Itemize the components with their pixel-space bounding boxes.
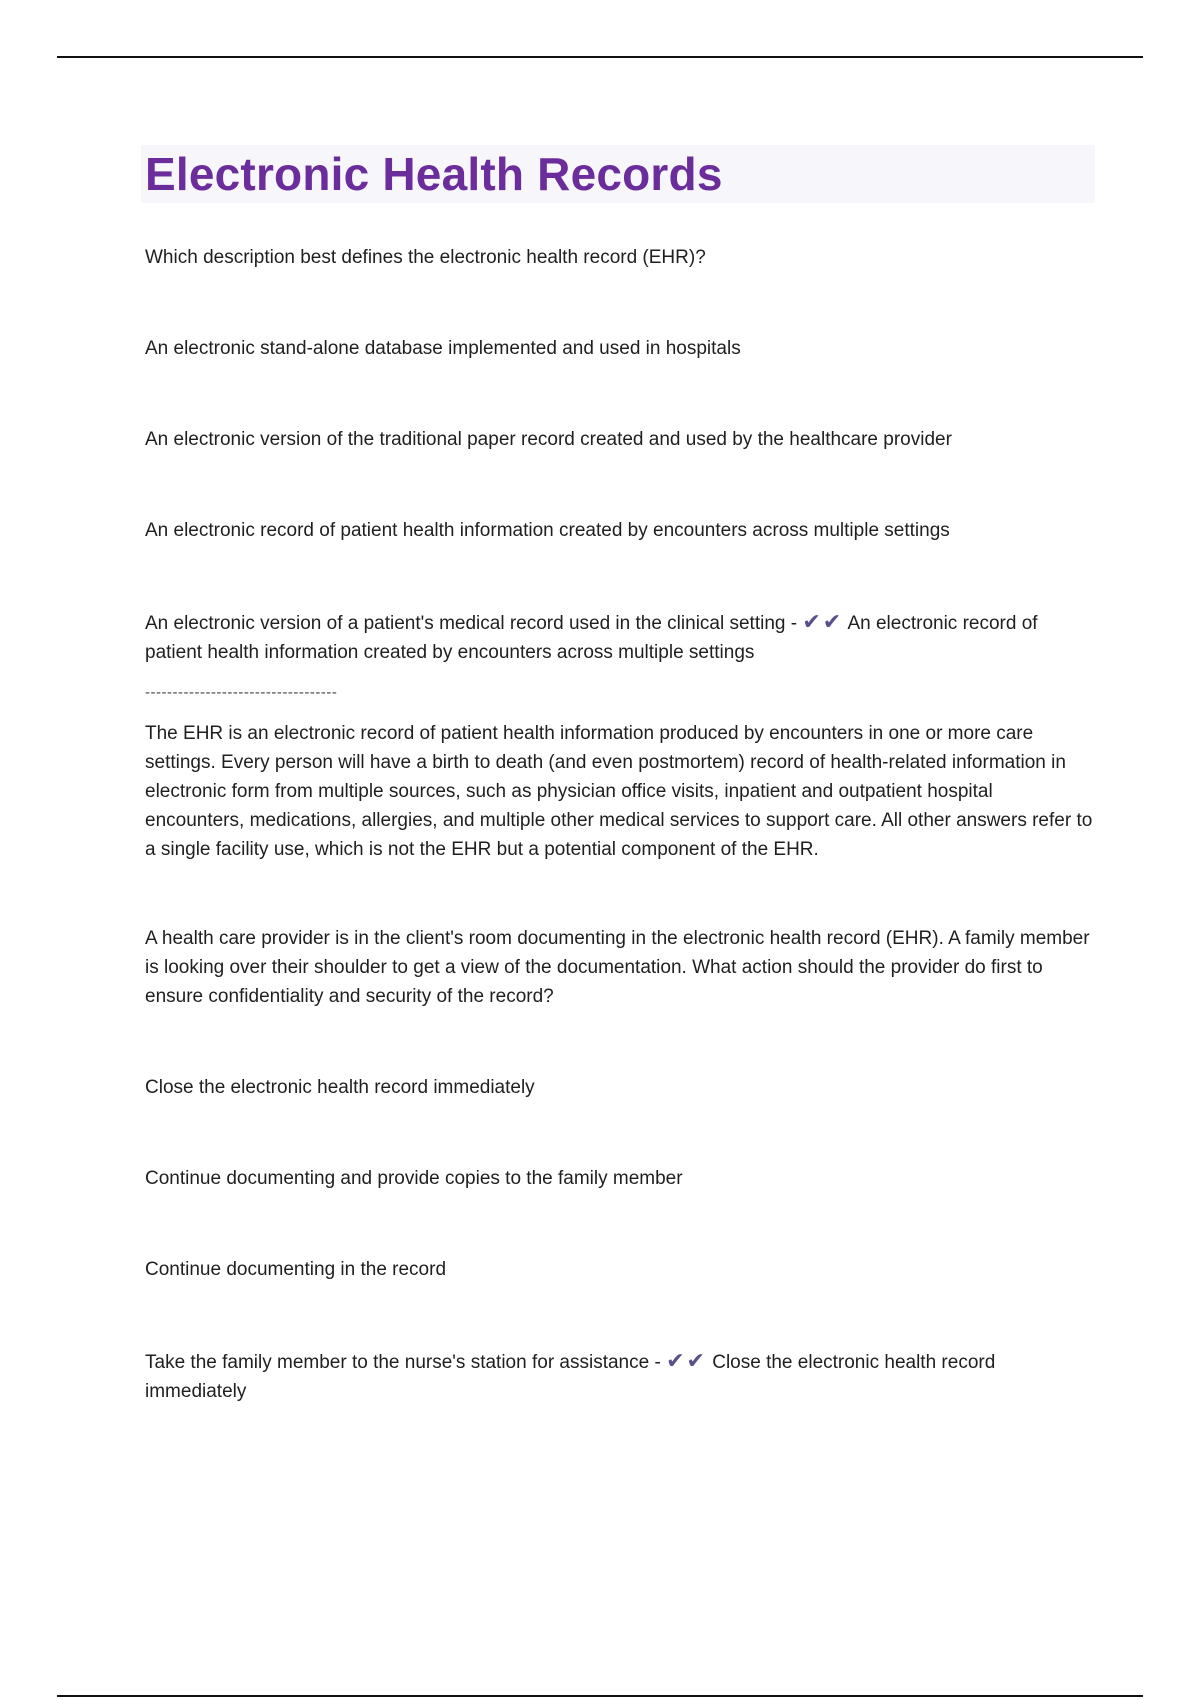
question-1-option-1: An electronic stand-alone database implemented and used in hospitals xyxy=(145,338,741,359)
bottom-rule xyxy=(57,1695,1143,1697)
question-1-answer: An electronic record of patient health information created by encounters across multiple settings xyxy=(145,613,1038,663)
question-2-answer: Close the electronic health record immediately xyxy=(145,1352,996,1402)
question-2-option-1: Close the electronic health record immediately xyxy=(145,1077,535,1098)
question-1-option-4: An electronic version of a patient's medical record used in the clinical setting - xyxy=(145,613,803,634)
document-body xyxy=(145,145,1095,1406)
question-2-option-3: Continue documenting in the record xyxy=(145,1259,447,1280)
question-2-option-4: Take the family member to the nurse's station for assistance - xyxy=(145,1352,667,1373)
separator-line: ----------------------------------- xyxy=(145,684,338,701)
question-1-option-3: An electronic record of patient health information created by encounters across multiple settings xyxy=(145,520,950,541)
double-check-icon: ✔✔ xyxy=(802,609,844,634)
question-2-prompt: A health care provider is in the client's room documenting in the electronic health record (EHR). A family member is looking over their shoulder to get a view of the documentation. What action should the provider do first to ensure confidentiality and security of the record? xyxy=(145,928,1090,1007)
question-2-answer-line xyxy=(145,1346,1095,1406)
page-title: Electronic Health Records xyxy=(145,148,723,200)
question-1-prompt: Which description best defines the electronic health record (EHR)? xyxy=(145,247,706,268)
question-1-explanation: The EHR is an electronic record of patient health information produced by encounters in one or more care settings. Every person will have a birth to death (and even postmortem) record of health-related information in electronic form from multiple sources, such as physician office visits, inpatient and outpatient hospital encounters, medications, allergies, and multiple other medical services to support care. All other answers refer to a single facility use, which is not the EHR but a potential component of the EHR. xyxy=(145,723,1093,860)
question-1-option-2: An electronic version of the traditional paper record created and used by the healthcare provider xyxy=(145,429,952,450)
top-rule xyxy=(57,56,1143,58)
question-2-option-2: Continue documenting and provide copies to the family member xyxy=(145,1168,683,1189)
question-1-answer-line xyxy=(145,607,1095,667)
double-check-icon: ✔✔ xyxy=(666,1348,707,1373)
title-band xyxy=(141,145,1095,203)
